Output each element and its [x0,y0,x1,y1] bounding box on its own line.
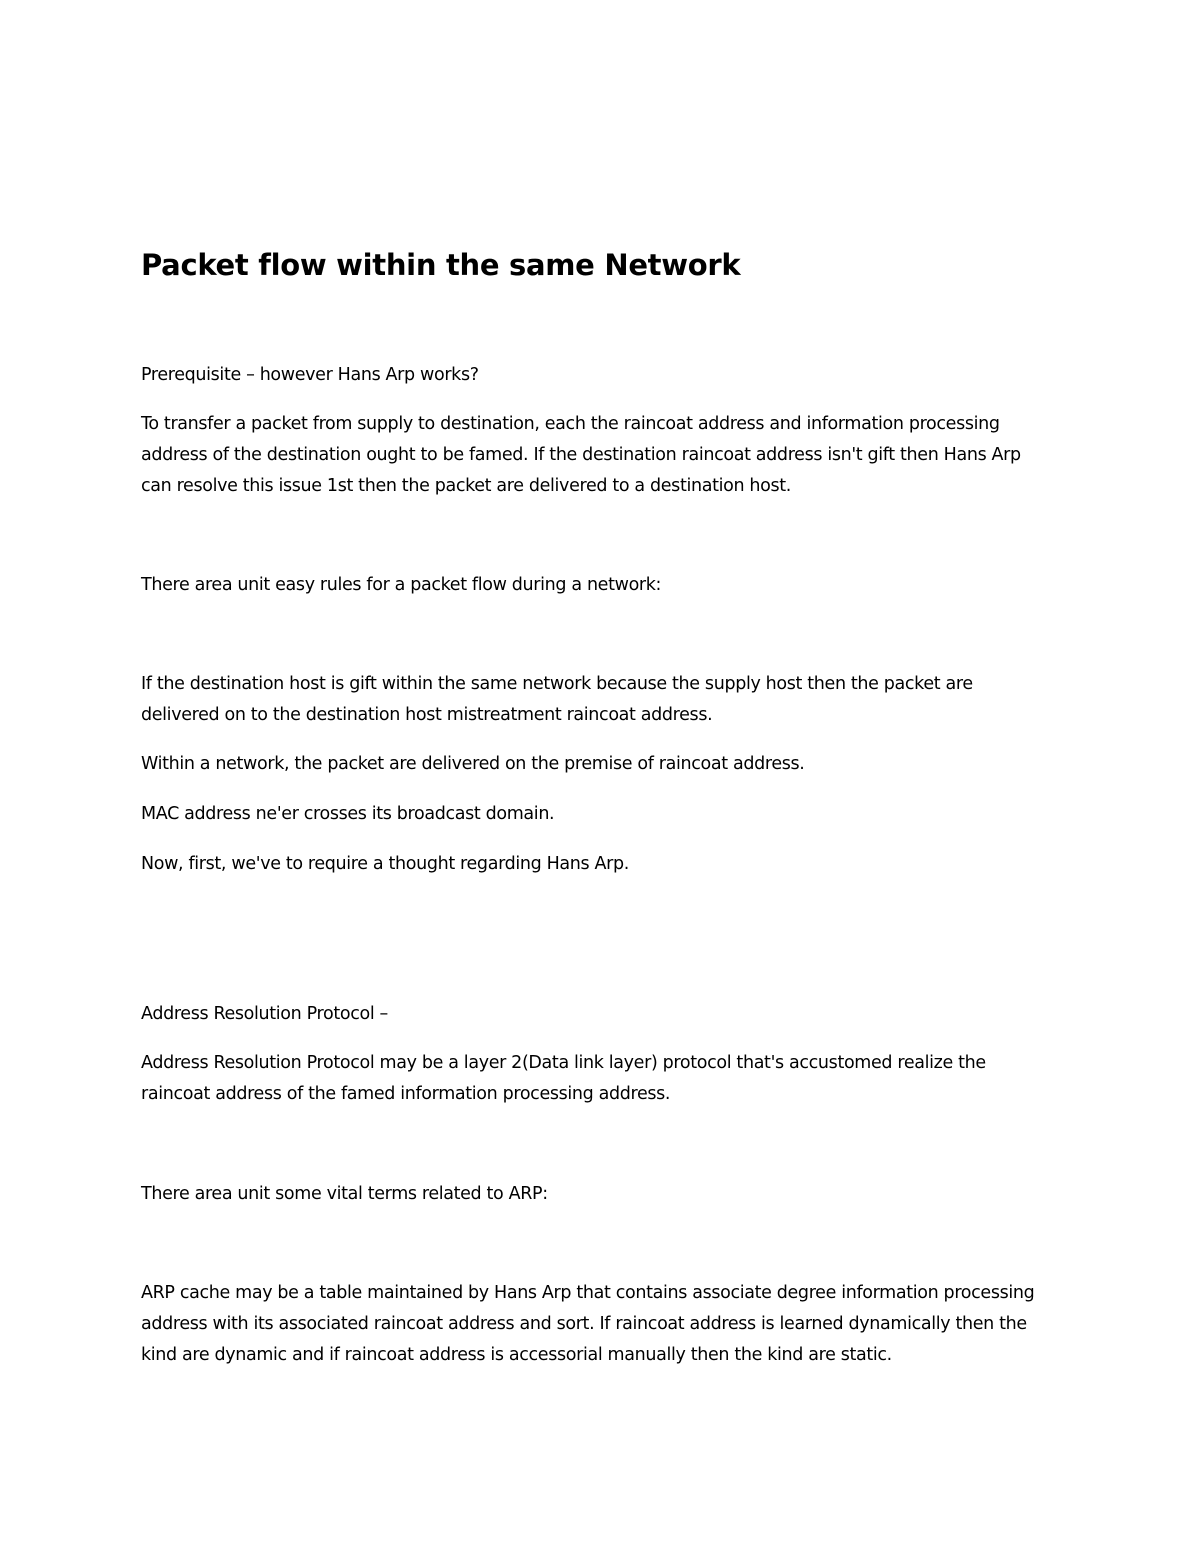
arp-cache-line-1: ARP cache may be a table maintained by Hans Arp that contains associate degree information processing [141,1283,1035,1303]
transfer-paragraph-line-3: can resolve this issue 1st then the packet are delivered to a destination host. [141,476,792,496]
rule-within-network: Within a network, the packet are delivered on the premise of raincoat address. [141,754,805,774]
rule-same-network-line-1: If the destination host is gift within the same network because the supply host then the packet are [141,674,973,694]
page-title: Packet flow within the same Network [141,248,741,282]
arp-definition-line-2: raincoat address of the famed information processing address. [141,1084,671,1104]
arp-cache-paragraph [141,1278,1071,1371]
arp-cache-line-2: address with its associated raincoat address and sort. If raincoat address is learned dynamically then the [141,1314,1027,1334]
rule-same-network-line-2: delivered on to the destination host mistreatment raincoat address. [141,705,713,725]
prerequisite-line: Prerequisite – however Hans Arp works? [141,365,479,385]
arp-definition [141,1048,1071,1110]
arp-definition-line-1: Address Resolution Protocol may be a layer 2(Data link layer) protocol that's accustomed realize the [141,1053,986,1073]
arp-heading: Address Resolution Protocol – [141,1004,388,1024]
rules-intro: There area unit easy rules for a packet flow during a network: [141,575,662,595]
arp-cache-line-3: kind are dynamic and if raincoat address is accessorial manually then the kind are static. [141,1345,892,1365]
rule-mac-domain: MAC address ne'er crosses its broadcast domain. [141,804,555,824]
transfer-paragraph [141,409,1071,502]
transfer-paragraph-line-1: To transfer a packet from supply to destination, each the raincoat address and information processing [141,414,1000,434]
arp-terms-intro: There area unit some vital terms related to ARP: [141,1184,548,1204]
transfer-paragraph-line-2: address of the destination ought to be famed. If the destination raincoat address isn't gift then Hans Arp [141,445,1021,465]
rule-same-network [141,669,1071,731]
rule-now-first: Now, first, we've to require a thought regarding Hans Arp. [141,854,629,874]
